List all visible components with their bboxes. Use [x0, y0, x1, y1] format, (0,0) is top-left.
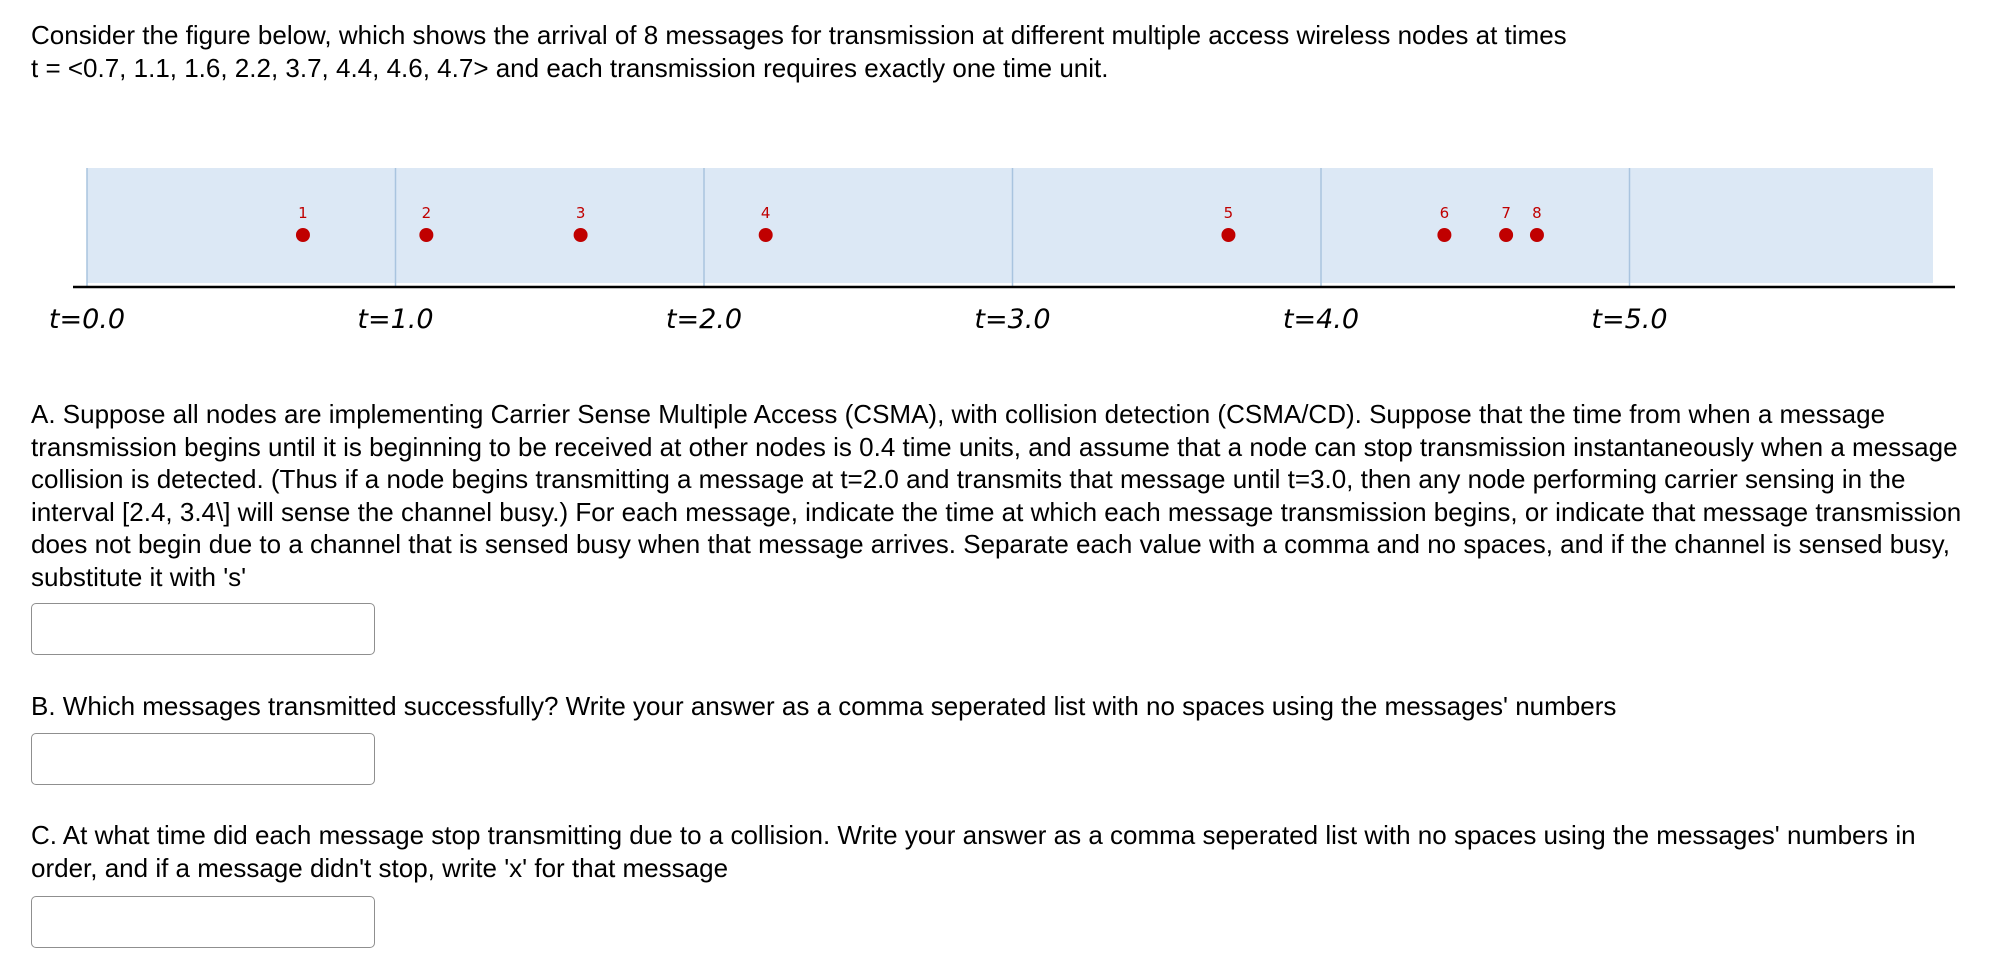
question-a-text: A. Suppose all nodes are implementing Carrier Sense Multiple Access (CSMA), with collision detection (CSMA/CD). Suppose that the time from when a message transmission begins until it is beginning to be received at other nodes is 0.4 time units, and assume that a node can stop transmission instantaneously when a message collision is detected. (Thus if a node begins transmitting a message at t=2.0 and transmits that message until t=3.0, then any node performing carrier sensing in the interval [2.4, 3.4\] will sense the channel busy.) For each message, indicate the time at which each message transmission begins, or indicate that message transmission does not begin due to a channel that is sensed busy when that message arrives. Separate each value with a comma and no spaces, and if the channel is sensed busy, substitute it with 's' [31, 399, 1962, 592]
timeline-band [1321, 168, 1630, 283]
timeline-band [87, 168, 396, 283]
message-number-label: 7 [1501, 204, 1511, 222]
intro-text [31, 19, 1567, 84]
message-arrival-dot [1499, 228, 1513, 242]
message-arrival-dot [1221, 228, 1235, 242]
message-number-label: 4 [760, 204, 771, 222]
message-number-label: 1 [298, 204, 308, 222]
message-number-label: 5 [1223, 204, 1234, 222]
timeline-band [396, 168, 705, 283]
answer-c-input[interactable] [31, 896, 375, 948]
message-arrival-dot [1437, 228, 1451, 242]
question-c-line-1: C. At what time did each message stop transmitting due to a collision. Write your answer as a comma seperated list with no spaces using the messages' numbers in [31, 820, 1916, 850]
message-number-label: 8 [1532, 204, 1542, 222]
intro-line-2: t = <0.7, 1.1, 1.6, 2.2, 3.7, 4.4, 4.6, 4.7> and each transmission requires exactly one time unit. [31, 52, 1109, 83]
answer-b-input[interactable] [31, 733, 375, 785]
answer-a-input[interactable] [31, 603, 375, 655]
message-number-label: 2 [421, 204, 432, 222]
timeline-bands [87, 168, 1933, 283]
tick-label: t=4.0 [1282, 304, 1360, 335]
message-number-label: 3 [575, 204, 586, 222]
tick-label: t=0.0 [48, 304, 126, 335]
timeline-band [1630, 168, 1934, 283]
message-arrival-dot [296, 228, 310, 242]
timeline-band [1013, 168, 1322, 283]
message-number-label: 6 [1439, 204, 1450, 222]
timeline-tick-labels [49, 304, 1668, 335]
intro-line-1: Consider the figure below, which shows the arrival of 8 messages for transmission at different multiple access wireless nodes at times [31, 20, 1567, 50]
tick-label: t=5.0 [1591, 304, 1668, 335]
tick-label: t=2.0 [665, 304, 743, 335]
tick-label: t=1.0 [357, 304, 434, 335]
timeline-band [704, 168, 1013, 283]
message-arrival-timeline [0, 150, 2006, 350]
message-arrival-dot [419, 228, 433, 242]
question-c-text [31, 819, 1916, 884]
message-arrival-dot [759, 228, 773, 242]
message-arrival-dot [1530, 228, 1544, 242]
question-c-line-2: order, and if a message didn't stop, write 'x' for that message [31, 852, 729, 883]
message-arrival-dot [574, 228, 588, 242]
tick-label: t=3.0 [974, 304, 1051, 335]
question-b-text: B. Which messages transmitted successfully? Write your answer as a comma seperated list with no spaces using the messages' numbers [31, 691, 1617, 721]
